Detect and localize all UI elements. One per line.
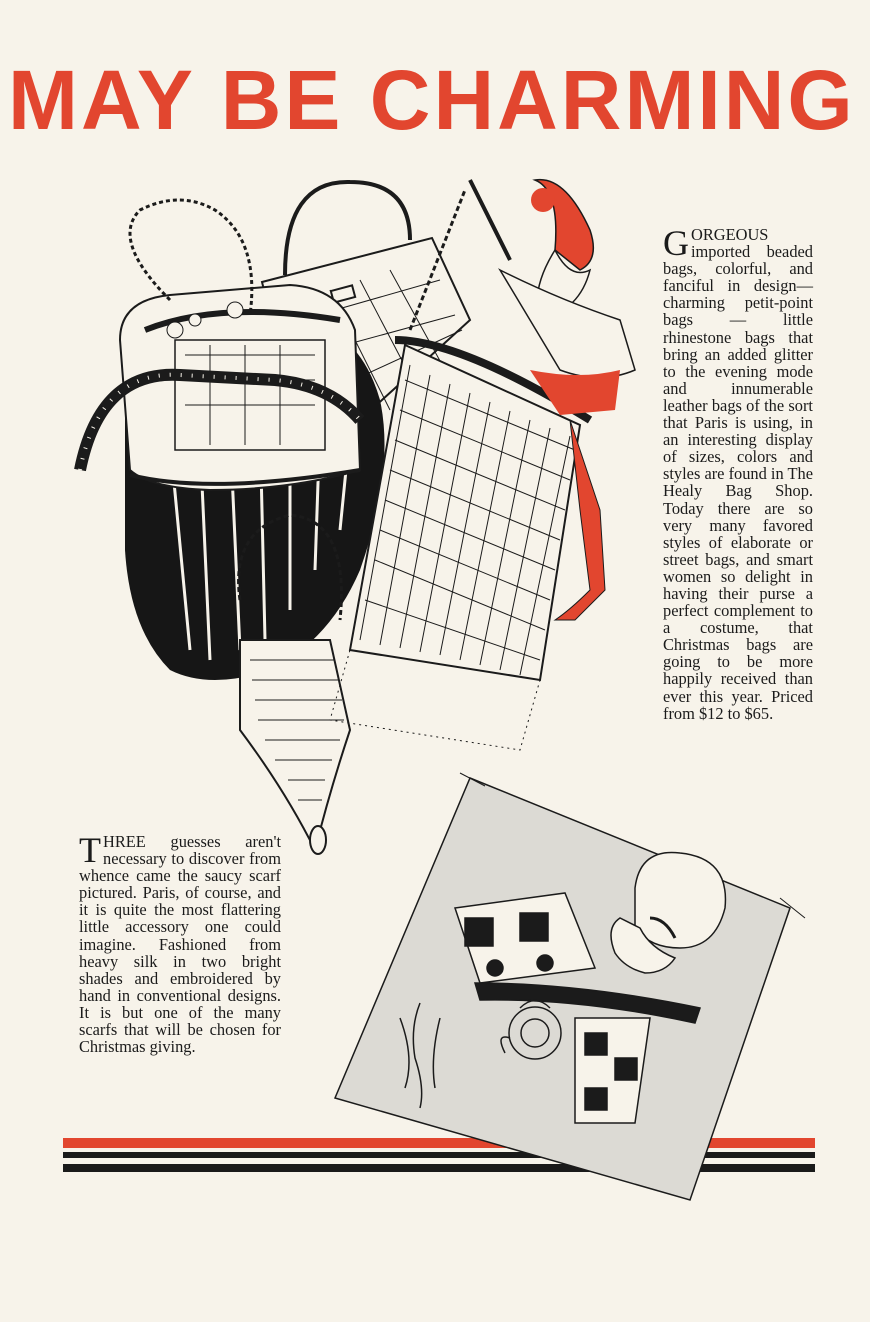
bags-article-text: ORGEOUS imported beaded bags, colorful, and fanciful in design—charming petit-point bags — little rhinestone bags that bring an added glitter to the evening mode and innumerable leather bags of the sort that Paris is using, in an interesting display of sizes, colors and styles are found in The Healy Bag Shop. Today there are so very many favored styles of elaborate or street bags, and smart women so delight in having their purse a perfect complement to a costume, that Christmas bags are going to be more happily received than ever this year. Priced from $12 to $65. xyxy=(663,225,813,723)
scarf-dropcap: T xyxy=(79,830,101,870)
headline: MAY BE CHARMING xyxy=(8,53,856,147)
scarf-article xyxy=(79,830,281,1057)
scarf-illustration xyxy=(320,768,820,1208)
bags-dropcap: G xyxy=(663,223,689,263)
handbags-elf-illustration xyxy=(60,170,650,870)
scarf-article-text: HREE guesses aren't necessary to discover from whence came the saucy scarf pictured. Paris, of course, and it is quite the most flattering little accessory one could imagine. Fashioned from heavy silk in two bright shades and embroidered by hand in conventional designs. It is but one of the many scarfs that will be chosen for Christmas giving. xyxy=(79,832,281,1057)
bags-article xyxy=(663,223,813,723)
scarf-panel xyxy=(335,773,805,1200)
